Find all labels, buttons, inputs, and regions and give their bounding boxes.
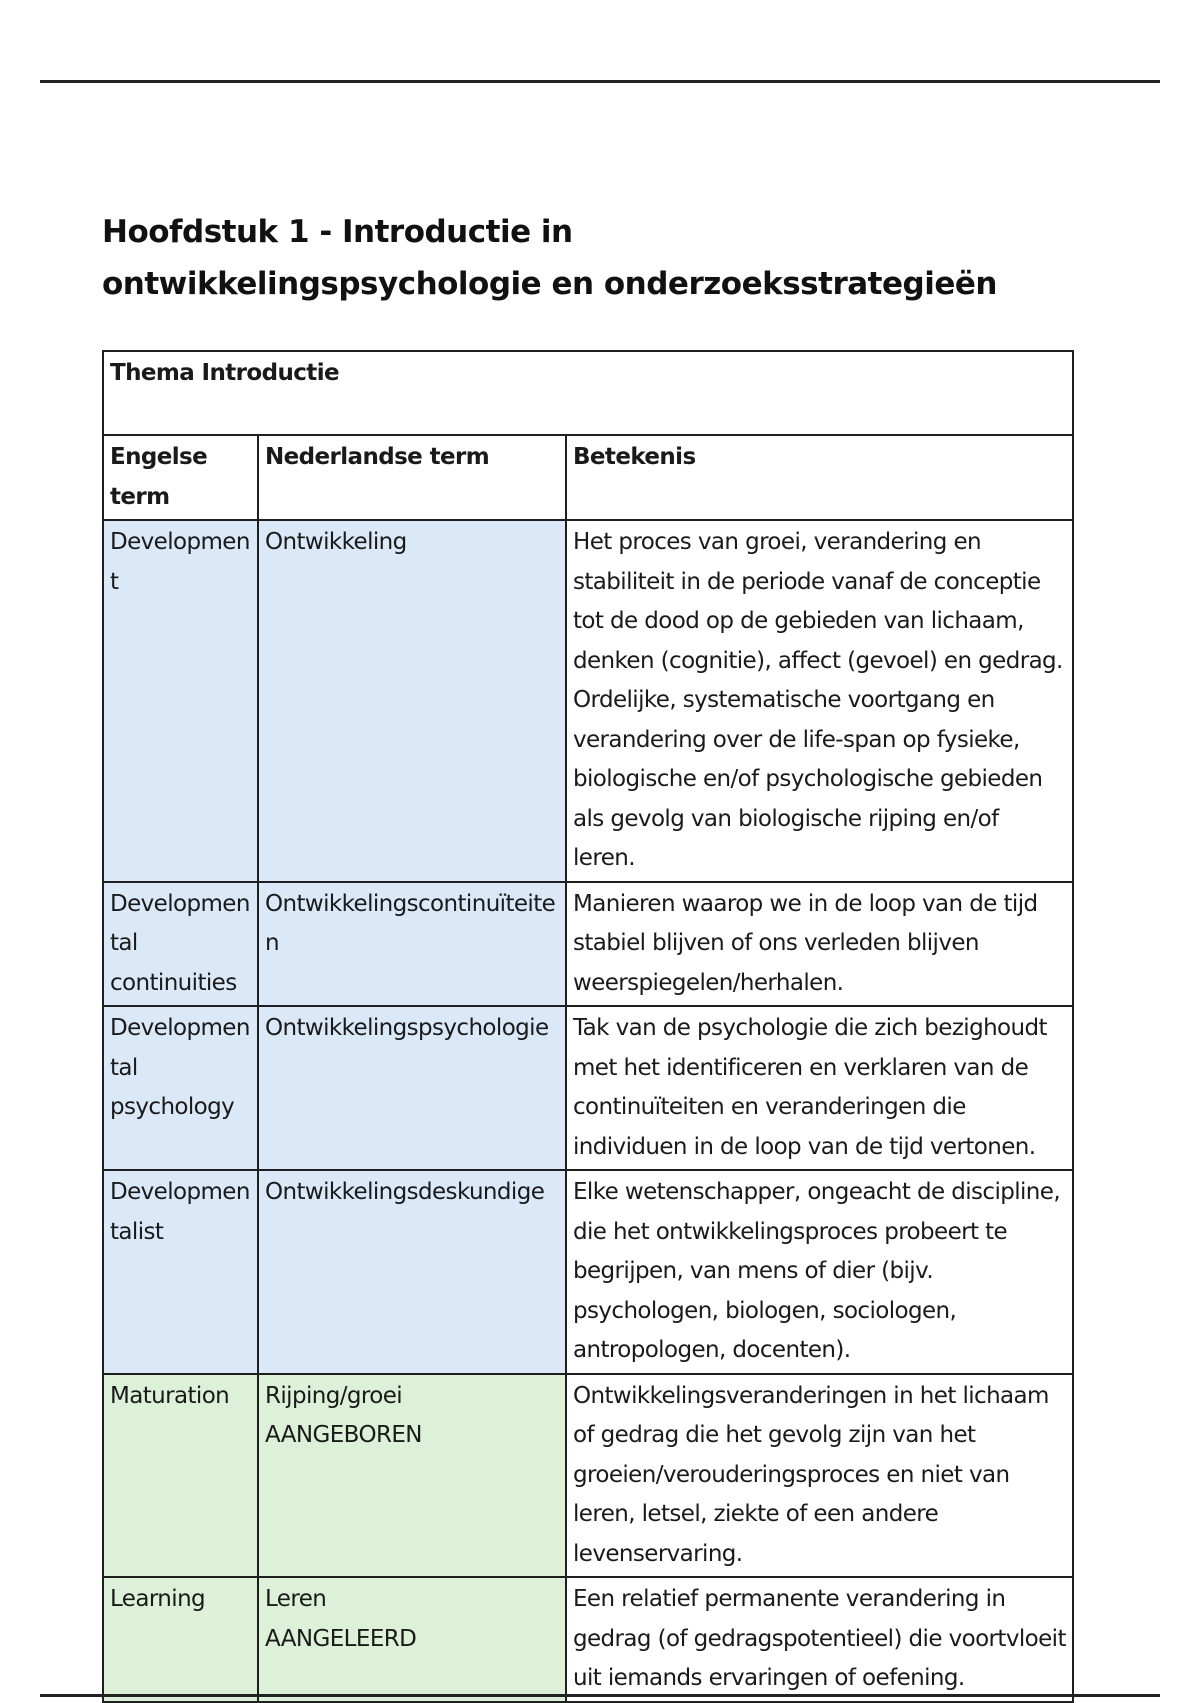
dutch-term-cell [258,520,566,882]
table-row [103,1170,1073,1374]
table-row [103,1374,1073,1578]
table-row [103,882,1073,1007]
footer-rule [40,1694,1160,1697]
meaning-text: Een relatief permanente verandering in gedrag (of gedragspotentieel) die voortvloeit uit iemands ervaringen of oefening. [573,1586,1066,1691]
english-term-cell: Developmental continuities [103,882,258,1007]
meaning-text-extra: Ordelijke, systematische voortgang en verandering over de life-span op fysieke, biologische en/of psychologische gebieden als gevolg van biologische rijping en/of leren. [573,687,1043,871]
dutch-term-note: AANGELEERD [265,1625,417,1652]
meaning-text: Ontwikkelingsveranderingen in het lichaam of gedrag die het gevolg zijn van het groeien/verouderingsproces en niet van leren, letsel, ziekte of een andere levenservaring. [573,1382,1049,1567]
english-term-cell: Development [103,520,258,882]
dutch-term: Rijping/groei [265,1382,403,1409]
table-header-row [103,435,1073,520]
english-term-cell: Developmentalist [103,1170,258,1374]
header-rule [40,80,1160,83]
english-term-cell: Developmental psychology [103,1006,258,1170]
meaning-cell [566,1374,1073,1578]
english-term-cell: Learning [103,1577,258,1702]
column-header-english: Engelse term [103,435,258,520]
meaning-cell [566,882,1073,1007]
meaning-cell [566,1006,1073,1170]
table-row [103,1577,1073,1702]
dutch-term: Ontwikkelingscontinuïteiten [265,890,556,956]
meaning-text: Het proces van groei, verandering en stabiliteit in de periode vanaf de conceptie tot de dood op de gebieden van lichaam, denken (cognitie), affect (gevoel) en gedrag. [573,529,1063,674]
table-section-row [103,351,1073,435]
english-term-cell: Maturation [103,1374,258,1578]
dutch-term-cell [258,1577,566,1702]
table-row [103,1006,1073,1170]
dutch-term-cell [258,1374,566,1578]
column-header-dutch: Nederlandse term [258,435,566,520]
terms-table [102,350,1074,1703]
table-section-title: Thema Introductie [103,351,1073,435]
table-row [103,520,1073,882]
dutch-term: Ontwikkelingspsychologie [265,1015,549,1041]
dutch-term-cell [258,882,566,1007]
dutch-term: Ontwikkelingsdeskundige [265,1179,545,1205]
meaning-cell [566,1170,1073,1374]
meaning-text: Elke wetenschapper, ongeacht de discipline, die het ontwikkelingsproces probeert te begrijpen, van mens of dier (bijv. psychologen, biologen, sociologen, antropologen, docenten). [573,1179,1061,1363]
dutch-term-cell [258,1170,566,1374]
meaning-cell [566,1577,1073,1702]
page-title: Hoofdstuk 1 - Introductie in ontwikkelingspsychologie en onderzoeksstrategieën [102,214,997,302]
meaning-text: Tak van de psychologie die zich bezighoudt met het identificeren en verklaren van de continuïteiten en veranderingen die individuen in de loop van de tijd vertonen. [573,1015,1047,1160]
meaning-cell [566,520,1073,882]
dutch-term: Ontwikkeling [265,529,407,555]
dutch-term-note: AANGEBOREN [265,1422,422,1448]
column-header-meaning: Betekenis [566,435,1073,520]
dutch-term: Leren [265,1586,327,1612]
dutch-term-cell [258,1006,566,1170]
meaning-text: Manieren waarop we in de loop van de tijd stabiel blijven of ons verleden blijven weerspiegelen/herhalen. [573,890,1038,996]
